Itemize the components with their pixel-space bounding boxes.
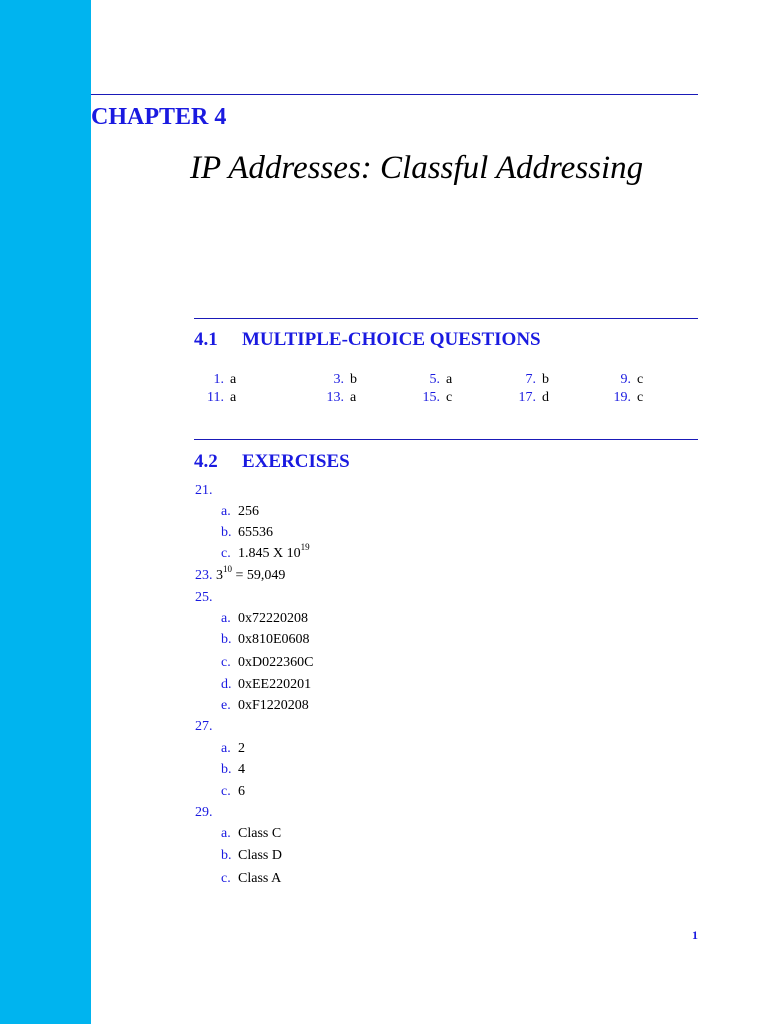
exercise-25-item [221, 697, 309, 715]
mc-answer-number: 15. [422, 390, 440, 405]
item-text: 0xEE220201 [238, 677, 312, 692]
chapter-top-rule [91, 94, 698, 95]
item-letter: c. [221, 546, 231, 561]
mc-answer-letter: c [446, 390, 453, 405]
mc-answer [496, 389, 549, 407]
exercise-number: 29. [195, 805, 213, 820]
section-1-number: 4.1 [194, 329, 218, 350]
mc-answer-number: 19. [613, 390, 631, 405]
exercise-29-item [221, 825, 281, 843]
item-text: Class D [238, 848, 282, 863]
item-letter: a. [221, 826, 231, 841]
item-text: 0xD022360C [238, 655, 314, 670]
item-text: 0xF1220208 [238, 698, 309, 713]
exercise-25-number [195, 589, 213, 607]
exercise-number: 25. [195, 590, 213, 605]
exercise-29-number [195, 804, 213, 822]
exercise-27-item [221, 740, 245, 758]
item-text: 0x810E0608 [238, 632, 310, 647]
exercise-25-item [221, 654, 313, 672]
exercise-21-item [221, 524, 273, 542]
exercise-number: 23. [195, 568, 213, 583]
mc-answer-letter: c [637, 390, 644, 405]
section-2-number: 4.2 [194, 451, 218, 472]
exercise-21-item [221, 503, 259, 521]
page-number: 1 [692, 928, 698, 942]
item-text: 4 [238, 762, 245, 777]
mc-answer [591, 371, 643, 389]
mc-answer-letter: b [542, 372, 549, 387]
exercise-29-item [221, 870, 281, 888]
item-text: 1.845 X 10 [238, 546, 301, 561]
exercise-27-item [221, 761, 245, 779]
exercise-23-exponent: 10 [223, 564, 232, 575]
section-2-title: EXERCISES [242, 451, 350, 472]
mc-answer-letter: b [350, 372, 357, 387]
mc-answer-number: 11. [207, 390, 224, 405]
item-letter: b. [221, 762, 232, 777]
exercise-29-item [221, 847, 282, 865]
mc-answer-number: 9. [620, 372, 631, 387]
mc-answer [304, 389, 356, 407]
item-letter: b. [221, 525, 232, 540]
mc-answer-letter: a [230, 390, 237, 405]
item-superscript: 19 [300, 542, 310, 553]
exercise-21-number [195, 482, 213, 500]
item-letter: d. [221, 677, 232, 692]
mc-answer [184, 389, 236, 407]
item-text: 6 [238, 784, 245, 799]
mc-answer-number: 1. [213, 372, 224, 387]
mc-answer [496, 371, 549, 389]
item-letter: a. [221, 611, 231, 626]
mc-answer [400, 371, 452, 389]
item-letter: c. [221, 784, 231, 799]
item-text: 0x72220208 [238, 611, 308, 626]
section-1-heading [194, 328, 541, 352]
section-2-rule [194, 439, 698, 440]
exercise-23-base: 3 [216, 568, 223, 583]
item-letter: c. [221, 871, 231, 886]
exercise-27-number [195, 718, 213, 736]
item-text: 65536 [238, 525, 273, 540]
exercise-27-item [221, 783, 245, 801]
mc-answer-number: 7. [525, 372, 536, 387]
mc-answer-letter: a [350, 390, 357, 405]
mc-answer-number: 3. [333, 372, 344, 387]
mc-answer-number: 13. [326, 390, 344, 405]
mc-answer [304, 371, 357, 389]
chapter-label: CHAPTER 4 [91, 104, 227, 130]
mc-answer-letter: c [637, 372, 644, 387]
item-letter: c. [221, 655, 231, 670]
section-1-title: MULTIPLE-CHOICE QUESTIONS [242, 329, 541, 350]
item-text: Class C [238, 826, 282, 841]
item-letter: b. [221, 848, 232, 863]
exercise-21-item [221, 542, 310, 563]
chapter-title: IP Addresses: Classful Addressing [190, 150, 644, 186]
item-text: Class A [238, 871, 282, 886]
side-color-band [0, 0, 91, 1024]
exercise-25-item [221, 631, 310, 649]
section-1-rule [194, 318, 698, 319]
mc-answer [400, 389, 452, 407]
section-2-heading [194, 450, 350, 474]
mc-answer [591, 389, 643, 407]
mc-answer-number: 17. [518, 390, 536, 405]
mc-answer-number: 5. [429, 372, 440, 387]
item-letter: a. [221, 741, 231, 756]
exercise-25-item [221, 610, 308, 628]
item-text: 256 [238, 504, 259, 519]
mc-answer-letter: d [542, 390, 549, 405]
item-letter: e. [221, 698, 231, 713]
mc-answer-letter: a [230, 372, 237, 387]
mc-answer [184, 371, 236, 389]
exercise-number: 27. [195, 719, 213, 734]
exercise-23-result: = 59,049 [232, 568, 286, 583]
exercise-number: 21. [195, 483, 213, 498]
mc-answer-letter: a [446, 372, 453, 387]
exercise-25-item [221, 676, 311, 694]
item-letter: b. [221, 632, 232, 647]
item-text: 2 [238, 741, 245, 756]
item-letter: a. [221, 504, 231, 519]
exercise-23 [195, 564, 286, 585]
